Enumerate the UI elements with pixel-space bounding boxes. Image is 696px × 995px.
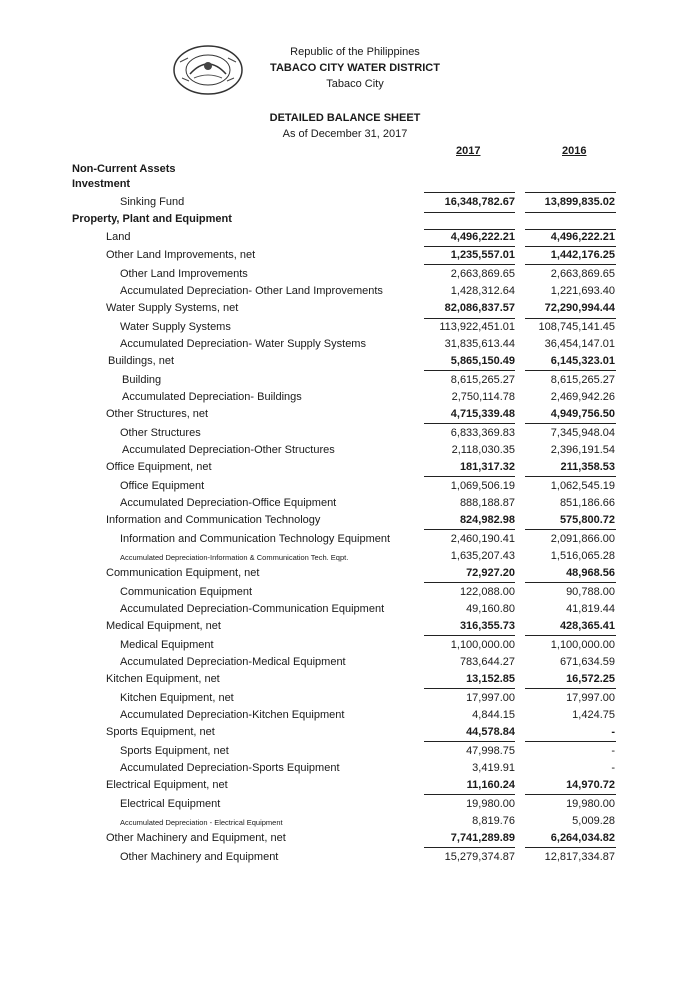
value-2016: - [611, 726, 615, 738]
row-label: Water Supply Systems [120, 321, 231, 333]
row-label: Communication Equipment [120, 586, 253, 598]
value-2016: 7,345,948.04 [550, 427, 615, 439]
value-2016: 1,516,065.28 [550, 550, 615, 562]
rule-line [424, 246, 515, 247]
row-label: Accumulated Depreciation-Office Equipment [120, 497, 337, 509]
rule-line [424, 582, 515, 583]
rule-line [525, 476, 616, 477]
rule-line [525, 246, 616, 247]
row-label: Accumulated Depreciation - Electrical Equipment [120, 818, 283, 827]
row-label: Building [122, 374, 162, 386]
value-2016: 1,100,000.00 [550, 639, 615, 651]
value-2017: 8,615,265.27 [450, 374, 515, 386]
value-2016: 575,800.72 [559, 514, 615, 526]
value-2016: 36,454,147.01 [544, 338, 615, 350]
rule-line [525, 688, 616, 689]
value-2016: 6,264,034.82 [550, 832, 615, 844]
rule-line [424, 741, 515, 742]
value-2017: 1,635,207.43 [450, 550, 515, 562]
row-label: Property, Plant and Equipment [72, 213, 232, 225]
value-2016: 2,396,191.54 [550, 444, 615, 456]
value-2016: 17,997.00 [566, 692, 615, 704]
value-2017: 4,496,222.21 [450, 231, 515, 243]
value-2016: 48,968.56 [566, 567, 615, 579]
line-item-row [0, 639, 696, 656]
row-label: Water Supply Systems, net [106, 302, 239, 314]
value-2017: 2,118,030.35 [451, 444, 515, 456]
rule-line [424, 635, 515, 636]
line-item-row [0, 586, 696, 603]
value-2016: 90,788.00 [566, 586, 615, 598]
row-label: Other Machinery and Equipment, net [106, 832, 286, 844]
rule-line [525, 229, 616, 230]
value-2016: - [611, 745, 615, 757]
row-label: Accumulated Depreciation-Kitchen Equipment [120, 709, 345, 721]
value-2017: 16,348,782.67 [444, 196, 515, 208]
row-label: Sports Equipment, net [120, 745, 229, 757]
row-label: Accumulated Depreciation-Other Structures [122, 444, 335, 456]
line-item-row [0, 851, 696, 868]
line-item-row [0, 692, 696, 709]
value-2017: 19,980.00 [466, 798, 515, 810]
rule-line [525, 741, 616, 742]
row-label: Accumulated Depreciation- Buildings [122, 391, 302, 403]
line-item-row [0, 762, 696, 779]
line-item-row [0, 480, 696, 497]
line-item-row [0, 745, 696, 762]
row-label: Electrical Equipment, net [106, 779, 228, 791]
value-2016: 14,970.72 [566, 779, 615, 791]
value-2016: 4,949,756.50 [550, 408, 615, 420]
value-2016: 2,469,942.26 [550, 391, 615, 403]
row-label: Information and Communication Technology [106, 514, 321, 526]
value-2016: 108,745,141.45 [538, 321, 615, 333]
value-2017: 72,927.20 [466, 567, 515, 579]
value-2017: 5,865,150.49 [450, 355, 515, 367]
row-label: Communication Equipment, net [106, 567, 260, 579]
row-label: Other Structures [120, 427, 201, 439]
line-item-row [0, 391, 696, 408]
value-2017: 1,428,312.64 [450, 285, 515, 297]
rule-line [525, 582, 616, 583]
section-heading-row [0, 213, 696, 230]
sheet-date: As of December 31, 2017 [282, 128, 408, 140]
value-2017: 82,086,837.57 [444, 302, 515, 314]
value-2017: 1,100,000.00 [450, 639, 515, 651]
row-label: Land [106, 231, 131, 243]
value-2016: 211,358.53 [560, 461, 615, 473]
value-2016: 2,091,866.00 [550, 533, 615, 545]
district-name: TABACO CITY WATER DISTRICT [270, 62, 440, 74]
rule-line [424, 370, 515, 371]
line-item-row [0, 338, 696, 355]
rule-line [424, 264, 515, 265]
value-2017: 13,152.85 [466, 673, 515, 685]
value-2016: 851,186.66 [559, 497, 615, 509]
row-label: Office Equipment [120, 480, 205, 492]
value-2017: 17,997.00 [466, 692, 515, 704]
line-item-row [0, 656, 696, 673]
value-2017: 783,644.27 [459, 656, 515, 668]
value-2017: 44,578.84 [466, 726, 515, 738]
row-label: Investment [72, 178, 131, 190]
value-2017: 2,750,114.78 [451, 391, 515, 403]
document-title [240, 110, 450, 142]
value-2016: 1,424.75 [572, 709, 615, 721]
row-label: Medical Equipment [120, 639, 214, 651]
line-item-row [0, 497, 696, 514]
line-item-row [0, 709, 696, 726]
value-2017: 49,160.80 [466, 603, 515, 615]
value-2016: 16,572.25 [566, 673, 615, 685]
value-2017: 3,419.91 [472, 762, 515, 774]
row-label: Other Land Improvements, net [106, 249, 256, 261]
row-label: Kitchen Equipment, net [120, 692, 234, 704]
line-item-row [0, 285, 696, 302]
rule-line [525, 212, 616, 213]
value-2017: 4,715,339.48 [450, 408, 515, 420]
value-2016: 1,442,176.25 [550, 249, 615, 261]
row-label: Accumulated Depreciation-Medical Equipment [120, 656, 346, 668]
rule-line [424, 229, 515, 230]
value-2017: 15,279,374.87 [444, 851, 515, 863]
value-2017: 7,741,289.89 [450, 832, 515, 844]
row-label: Kitchen Equipment, net [106, 673, 220, 685]
line-item-row [0, 374, 696, 391]
value-2016: 2,663,869.65 [550, 268, 615, 280]
value-2017: 2,460,190.41 [450, 533, 515, 545]
line-item-row [0, 268, 696, 285]
row-label: Office Equipment, net [106, 461, 212, 473]
value-2016: 41,819.44 [566, 603, 615, 615]
line-item-row [0, 444, 696, 461]
rule-line [525, 423, 616, 424]
value-2017: 122,088.00 [459, 586, 515, 598]
value-2016: 1,221,693.40 [550, 285, 615, 297]
value-2017: 6,833,369.83 [450, 427, 515, 439]
rule-line [424, 794, 515, 795]
line-item-row [0, 550, 696, 567]
line-item-row [0, 533, 696, 550]
row-label: Accumulated Depreciation-Information & Communication Tech. Eqpt. [120, 553, 349, 562]
value-2017: 31,835,613.44 [444, 338, 515, 350]
line-item-row [0, 603, 696, 620]
rule-line [525, 847, 616, 848]
rule-line [424, 688, 515, 689]
row-label: Accumulated Depreciation- Other Land Improvements [120, 285, 383, 297]
value-2017: 1,069,506.19 [450, 480, 515, 492]
row-label: Accumulated Depreciation- Water Supply Systems [120, 338, 366, 350]
rule-line [424, 212, 515, 213]
row-label: Accumulated Depreciation-Communication Equipment [120, 603, 385, 615]
row-label: Other Land Improvements [120, 268, 248, 280]
value-2017: 888,188.87 [459, 497, 515, 509]
line-item-row [0, 815, 696, 832]
value-2017: 47,998.75 [466, 745, 515, 757]
value-2017: 316,355.73 [459, 620, 515, 632]
value-2016: 1,062,545.19 [550, 480, 615, 492]
row-label: Other Structures, net [106, 408, 209, 420]
value-2016: 5,009.28 [572, 815, 615, 827]
rule-line [424, 529, 515, 530]
value-2017: 113,922,451.01 [439, 321, 515, 333]
city-line: Tabaco City [326, 78, 384, 90]
rule-line [424, 192, 515, 193]
rule-line [424, 318, 515, 319]
value-2016: 19,980.00 [566, 798, 615, 810]
rule-line [525, 635, 616, 636]
rule-line [525, 192, 616, 193]
value-2017: 1,235,557.01 [450, 249, 515, 261]
value-2016: - [611, 762, 615, 774]
value-2016: 12,817,334.87 [544, 851, 615, 863]
value-2016: 72,290,994.44 [544, 302, 615, 314]
rule-line [424, 476, 515, 477]
row-label: Non-Current Assets [72, 163, 176, 175]
row-label: Sinking Fund [120, 196, 185, 208]
water-district-seal [172, 44, 244, 96]
republic-line: Republic of the Philippines [290, 46, 420, 58]
rule-line [525, 529, 616, 530]
letterhead [250, 44, 460, 92]
row-label: Medical Equipment, net [106, 620, 221, 632]
sheet-title: DETAILED BALANCE SHEET [269, 112, 421, 124]
row-label: Sports Equipment, net [106, 726, 215, 738]
rule-line [525, 318, 616, 319]
line-item-row [0, 427, 696, 444]
rule-line [424, 847, 515, 848]
rule-line [424, 423, 515, 424]
value-2016: 4,496,222.21 [550, 231, 615, 243]
value-2017: 181,317.32 [459, 461, 515, 473]
value-2017: 4,844.15 [472, 709, 515, 721]
value-2016: 8,615,265.27 [550, 374, 615, 386]
rule-line [525, 794, 616, 795]
value-2016: 428,365.41 [559, 620, 615, 632]
value-2016: 671,634.59 [559, 656, 615, 668]
rule-line [525, 370, 616, 371]
value-2017: 8,819.76 [472, 815, 515, 827]
value-2017: 11,160.24 [466, 779, 515, 791]
row-label: Electrical Equipment [120, 798, 221, 810]
line-item-row [0, 321, 696, 338]
column-header-2017: 2017 [456, 145, 481, 157]
row-label: Buildings, net [108, 355, 175, 367]
row-label: Accumulated Depreciation-Sports Equipment [120, 762, 340, 774]
value-2017: 824,982.98 [459, 514, 515, 526]
value-2017: 2,663,869.65 [450, 268, 515, 280]
row-label: Other Machinery and Equipment [120, 851, 279, 863]
row-label: Information and Communication Technology Equipment [120, 533, 391, 545]
value-2016: 6,145,323.01 [550, 355, 615, 367]
subtotal-row [0, 302, 696, 319]
line-item-row [0, 798, 696, 815]
rule-line [525, 264, 616, 265]
subtotal-row [0, 196, 696, 213]
column-header-2016: 2016 [562, 145, 587, 157]
value-2016: 13,899,835.02 [544, 196, 615, 208]
